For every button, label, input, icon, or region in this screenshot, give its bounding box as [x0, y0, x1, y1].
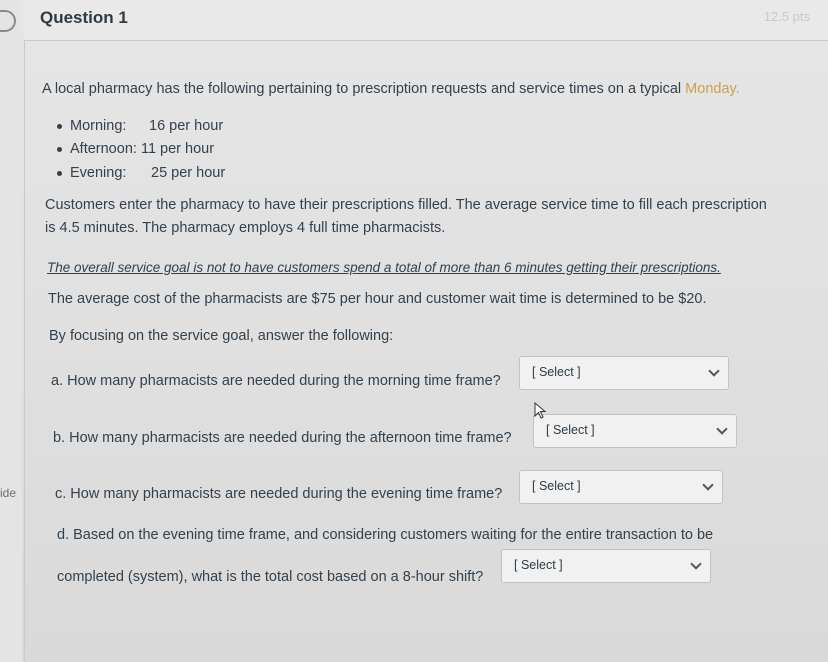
question-header	[24, 0, 828, 41]
chevron-down-icon	[690, 558, 701, 569]
rate-item-evening	[57, 165, 226, 181]
mouse-pointer-icon	[534, 402, 548, 420]
question-c-text: c. How many pharmacists are needed during the evening time frame?	[55, 486, 503, 502]
service-paragraph	[45, 194, 825, 240]
intro-text	[42, 81, 740, 97]
intro-main: A local pharmacy has the following pertaining to prescription requests and service times on a typical	[42, 81, 686, 97]
select-value: [ Select ]	[546, 423, 595, 437]
left-sidebar-edge	[0, 0, 22, 662]
question-b-text: b. How many pharmacists are needed during the afternoon time frame?	[53, 430, 512, 446]
intro-highlight: Monday.	[685, 81, 740, 97]
question-a-select[interactable]	[519, 356, 729, 390]
service-line-1: Customers enter the pharmacy to have their prescriptions filled. The average service time to fill each prescription	[45, 197, 767, 213]
bullet-dot-icon	[57, 147, 62, 152]
question-d-line-2: completed (system), what is the total cost based on a 8-hour shift?	[57, 569, 484, 585]
cost-text: The average cost of the pharmacists are $75 per hour and customer wait time is determined to be $20.	[48, 291, 707, 307]
service-goal-text: The overall service goal is not to have customers spend a total of more than 6 minutes getting their prescriptions.	[47, 260, 721, 275]
collapse-sidebar-icon[interactable]	[0, 10, 16, 32]
chevron-down-icon	[716, 423, 727, 434]
question-body	[24, 41, 828, 662]
instruction-text: By focusing on the service goal, answer the following:	[49, 328, 394, 344]
chevron-down-icon	[708, 365, 719, 376]
sidebar-label[interactable]: ide	[0, 486, 17, 500]
bullet-dot-icon	[57, 124, 62, 129]
select-value: [ Select ]	[532, 365, 581, 379]
chevron-down-icon	[702, 479, 713, 490]
question-c-select[interactable]	[519, 470, 723, 504]
rate-value: 16 per hour	[149, 118, 224, 134]
rate-item-morning	[57, 118, 224, 134]
rate-period: Evening:	[70, 165, 127, 181]
question-d-select[interactable]	[501, 549, 711, 583]
rate-value: 25 per hour	[151, 165, 226, 181]
question-title: Question 1	[40, 8, 128, 27]
question-b-select[interactable]	[533, 414, 737, 448]
bullet-dot-icon	[57, 171, 62, 176]
select-value: [ Select ]	[532, 479, 581, 493]
service-line-2: is 4.5 minutes. The pharmacy employs 4 full time pharmacists.	[45, 220, 446, 236]
question-d-line-1: d. Based on the evening time frame, and considering customers waiting for the entire transaction to be	[57, 527, 714, 543]
question-a-text: a. How many pharmacists are needed during the morning time frame?	[51, 373, 501, 389]
rate-period: Morning:	[70, 118, 127, 134]
rate-period: Afternoon:	[70, 141, 137, 157]
rate-item-afternoon	[57, 141, 214, 157]
rate-value: 11 per hour	[140, 141, 215, 157]
select-value: [ Select ]	[514, 558, 563, 572]
question-points: 12.5 pts	[763, 9, 810, 24]
